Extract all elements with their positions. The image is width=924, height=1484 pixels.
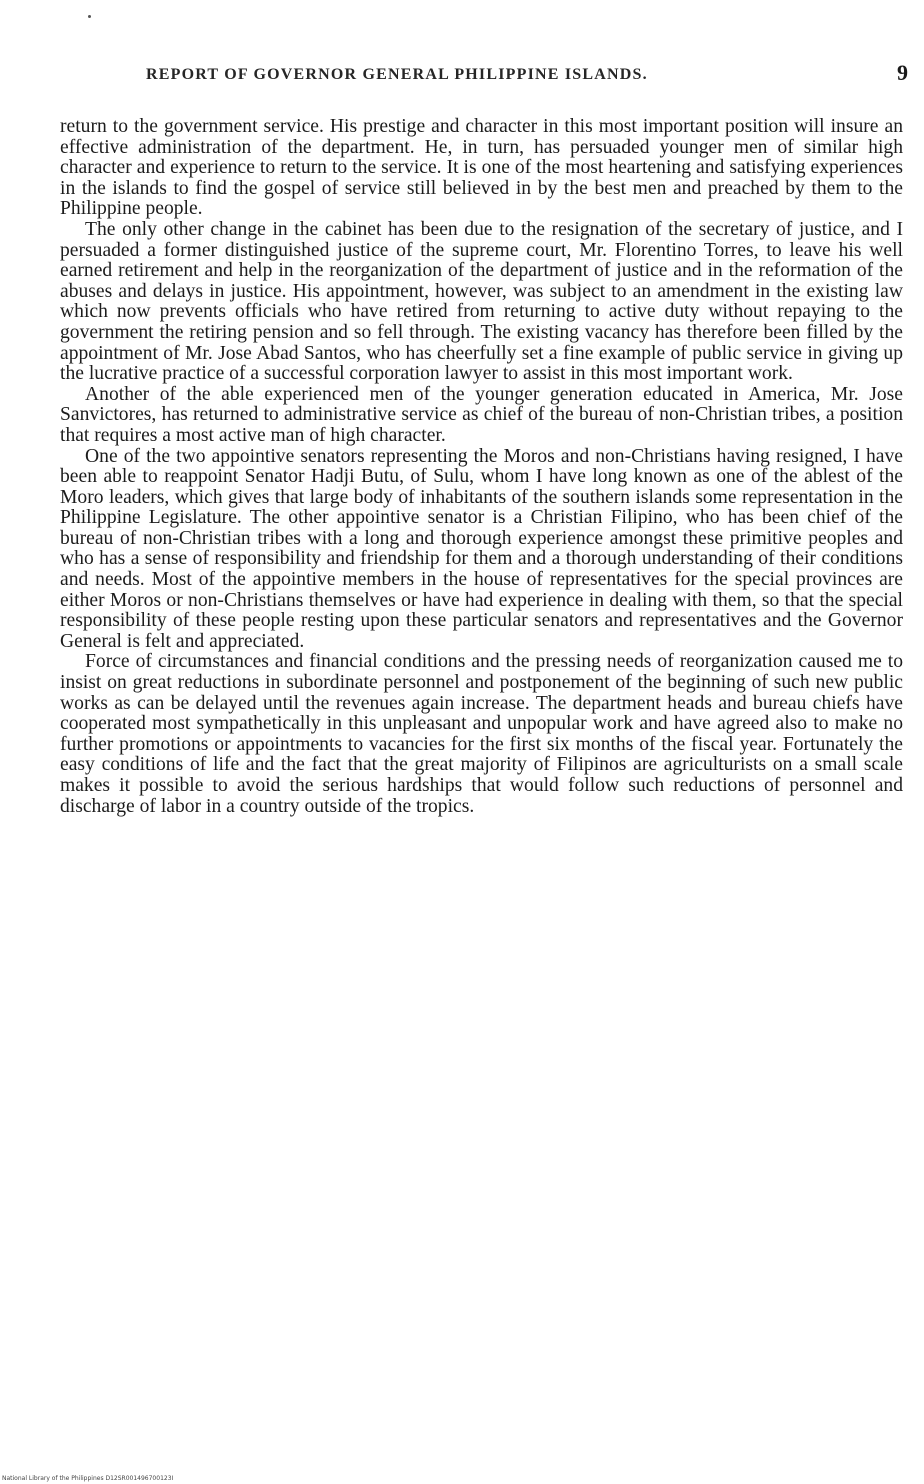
body-text [60, 117, 903, 817]
paragraph-4: One of the two appointive senators representing the Moros and non-Christians having resigned, I have been able to reappoint Senator Hadji Butu, of Sulu, whom I have long known as one of the ablest of the Moro leaders, which gives that large body of inhabitants of the southern islands some representation in the Philippine Legislature. The other appointive senator is a Christian Filipino, who has been chief of the bureau of non-Christian tribes with a long and thorough experience amongst these primitive peoples and who has a sense of responsibility and friendship for them and a thorough understanding of their conditions and needs. Most of the appointive members in the house of representatives for the special provinces are either Moros or non-Christians themselves or have had experience in dealing with them, so that the special responsibility of these people resting upon these particular senators and representatives and the Governor General is felt and appreciated. [60, 445, 903, 652]
page-number: 9 [897, 60, 908, 85]
paragraph-5: Force of circumstances and financial conditions and the pressing needs of reorganization caused me to insist on great reductions in subordinate personnel and postponement of the beginning of such new public works as can be delayed until the revenues again increase. The department heads and bureau chiefs have cooperated most sympathetically in this unpleasant and unpopular work and have agreed also to make no further promotions or appointments to vacancies for the first six months of the fiscal year. Fortunately the easy conditions of life and the fact that the great majority of Filipinos are agriculturists on a small scale makes it possible to avoid the serious hardships that would follow such reductions of personnel and discharge of labor in a country outside of the tropics. [60, 651, 903, 817]
paragraph-3: Another of the able experienced men of the younger generation educated in America, Mr. Jose Sanvictores, has returned to administrative service as chief of the bureau of non-Christian tribes, a position that requires a most active man of high character. [60, 383, 903, 446]
paragraph-1: return to the government service. His prestige and character in this most important position will insure an effective administration of the department. He, in turn, has persuaded younger men of similar high character and experience to return to the service. It is one of the most heartening and satisfying experiences in the islands to find the gospel of service still believed in by the best men and preached by them to the Philippine people. [60, 116, 903, 220]
running-title: REPORT OF GOVERNOR GENERAL PHILIPPINE ISLANDS. [146, 66, 648, 83]
running-head [60, 60, 908, 94]
library-stamp: National Library of the Philippines D12SR001496700123I [2, 1475, 174, 1482]
paragraph-2: The only other change in the cabinet has been due to the resignation of the secretary of justice, and I persuaded a former distinguished justice of the supreme court, Mr. Florentino Torres, to leave his well earned retirement and help in the reorganization of the department of justice and in the reformation of the abuses and delays in justice. His appointment, however, was subject to an amendment in the existing law which now prevents officials who have retired from returning to active duty without repaying to the government the retiring pension and so fell through. The existing vacancy has therefore been filled by the appointment of Mr. Jose Abad Santos, who has cheerfully set a fine example of public service in giving up the lucrative practice of a successful corporation lawyer to assist in this most important work. [60, 218, 903, 385]
scan-speck [88, 15, 91, 18]
